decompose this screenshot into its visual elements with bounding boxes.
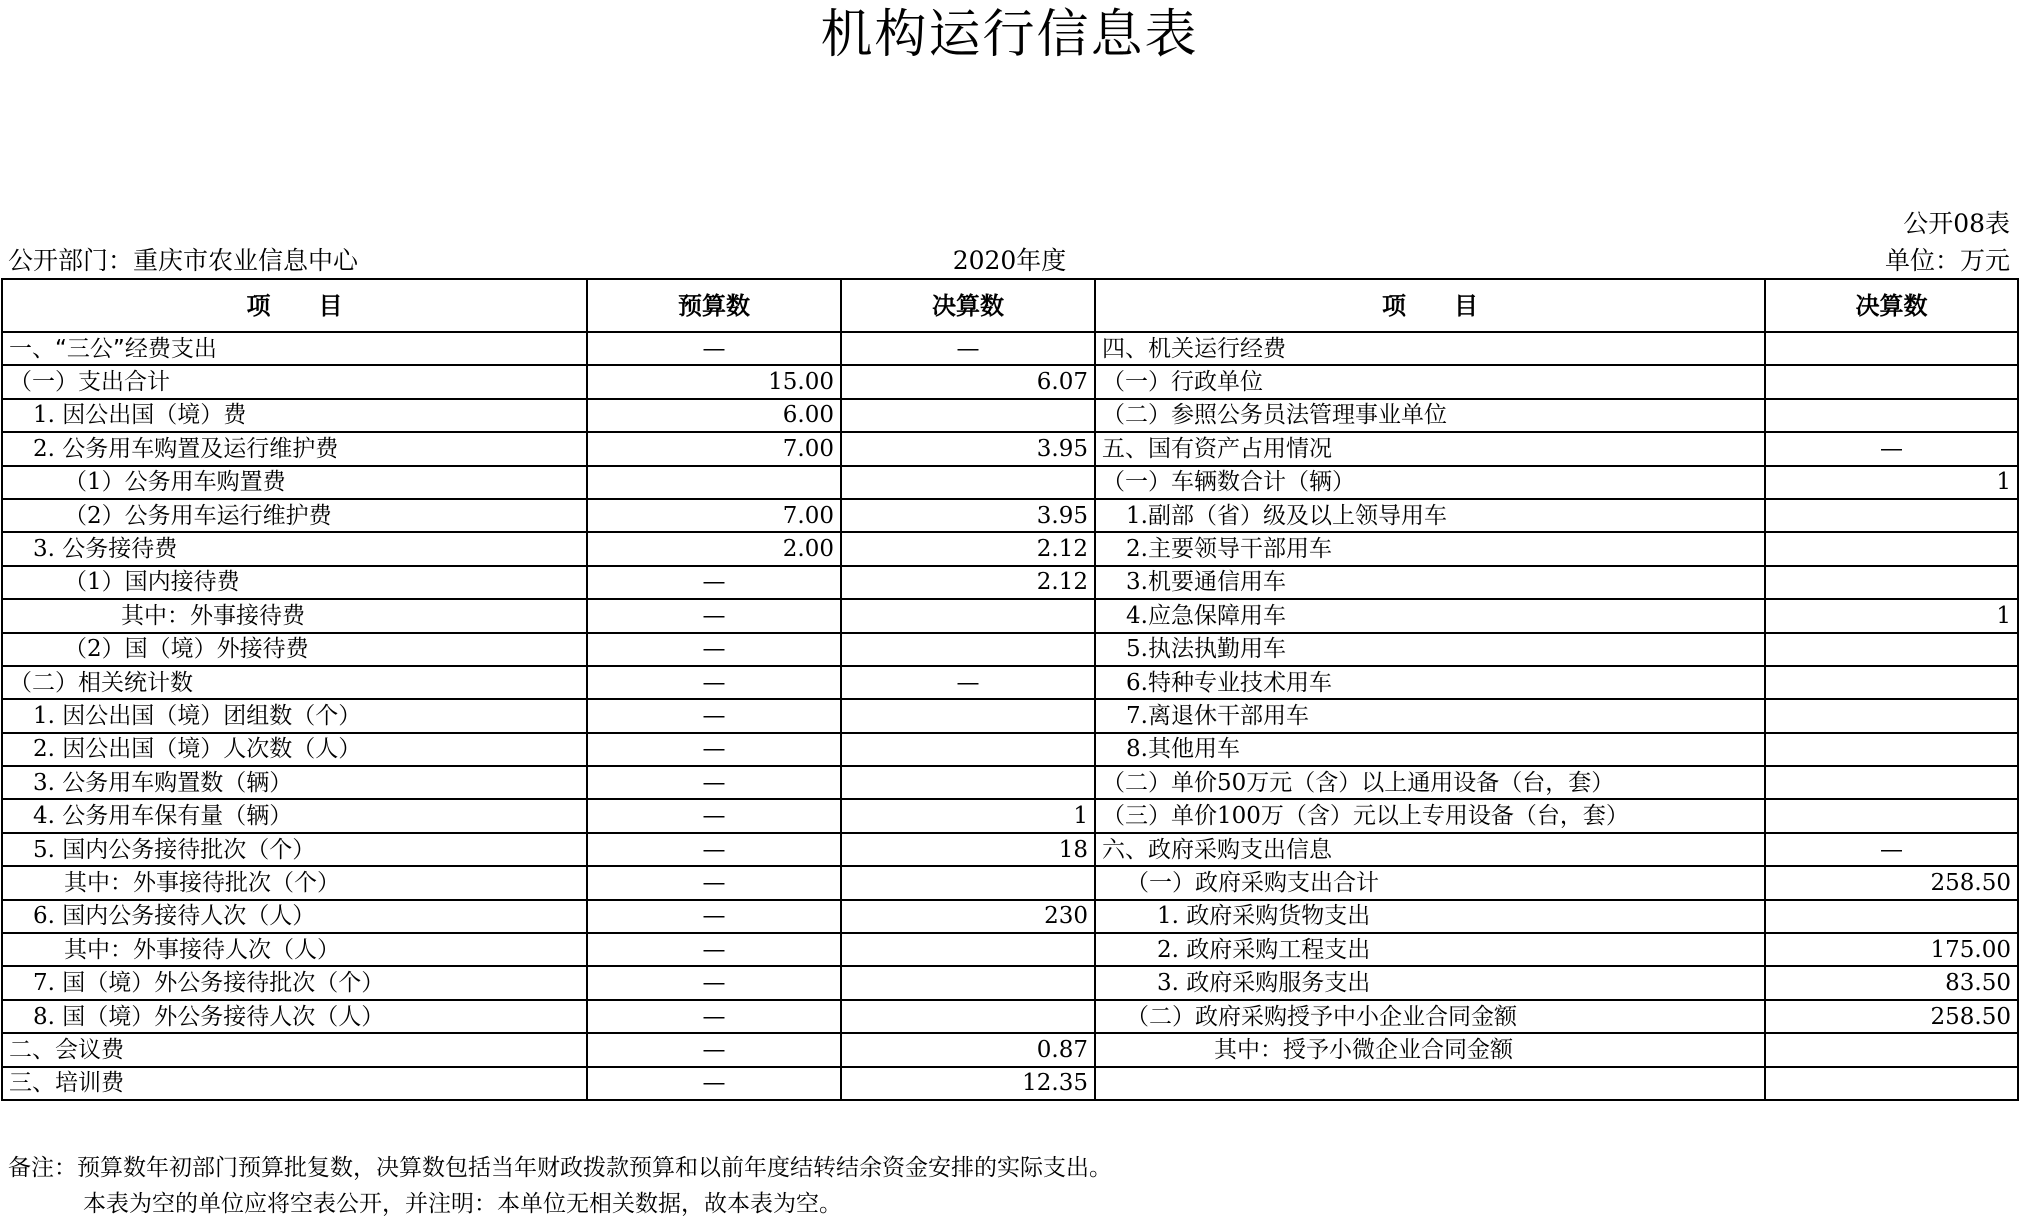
- right-item-cell: （二）政府采购授予中小企业合同金额: [1095, 1000, 1765, 1033]
- right-item-cell: 1. 政府采购货物支出: [1095, 900, 1765, 933]
- final-cell: [841, 599, 1095, 632]
- table-row: [2, 699, 2018, 732]
- right-final-cell: [1765, 733, 2018, 766]
- budget-cell: —: [587, 866, 841, 899]
- final-cell: —: [841, 332, 1095, 365]
- unit-label: 单位：万元: [1884, 246, 2010, 275]
- right-final-cell: —: [1765, 432, 2018, 465]
- right-final-cell: 1: [1765, 466, 2018, 499]
- final-cell: 3.95: [841, 499, 1095, 532]
- right-final-cell: 175.00: [1765, 933, 2018, 966]
- left-item-cell: （1）国内接待费: [2, 566, 587, 599]
- right-item-cell: 4.应急保障用车: [1095, 599, 1765, 632]
- budget-cell: —: [587, 900, 841, 933]
- right-item-cell: （三）单价100万（含）元以上专用设备（台，套）: [1095, 799, 1765, 832]
- table-row: [2, 332, 2018, 365]
- header-left-item: 项 目: [2, 279, 587, 332]
- budget-cell: —: [587, 599, 841, 632]
- table-row: [2, 365, 2018, 398]
- budget-cell: —: [587, 966, 841, 999]
- table-row: [2, 900, 2018, 933]
- right-item-cell: 6.特种专业技术用车: [1095, 666, 1765, 699]
- right-final-cell: 1: [1765, 599, 2018, 632]
- final-cell: 12.35: [841, 1067, 1095, 1100]
- final-cell: [841, 766, 1095, 799]
- right-final-cell: [1765, 900, 2018, 933]
- right-item-cell: （二）单价50万元（含）以上通用设备（台，套）: [1095, 766, 1765, 799]
- left-item-cell: 8. 国（境）外公务接待人次（人）: [2, 1000, 587, 1033]
- budget-cell: —: [587, 699, 841, 732]
- left-item-cell: （二）相关统计数: [2, 666, 587, 699]
- final-cell: 18: [841, 833, 1095, 866]
- budget-cell: —: [587, 1067, 841, 1100]
- right-item-cell: 六、政府采购支出信息: [1095, 833, 1765, 866]
- right-item-cell: （一）政府采购支出合计: [1095, 866, 1765, 899]
- budget-cell: 6.00: [587, 399, 841, 432]
- left-item-cell: （2）国（境）外接待费: [2, 633, 587, 666]
- table-row: [2, 633, 2018, 666]
- left-item-cell: 三、培训费: [2, 1067, 587, 1100]
- table-row: [2, 1067, 2018, 1100]
- budget-cell: 7.00: [587, 432, 841, 465]
- budget-cell: —: [587, 733, 841, 766]
- right-final-cell: [1765, 799, 2018, 832]
- note-line: 本表为空的单位应将空表公开，并注明：本单位无相关数据，故本表为空。: [83, 1191, 842, 1217]
- final-cell: 2.12: [841, 532, 1095, 565]
- left-item-cell: 2. 因公出国（境）人次数（人）: [2, 733, 587, 766]
- left-item-cell: 其中：外事接待费: [2, 599, 587, 632]
- final-cell: [841, 733, 1095, 766]
- table-row: [2, 766, 2018, 799]
- table-row: [2, 966, 2018, 999]
- budget-cell: —: [587, 933, 841, 966]
- table-row: [2, 499, 2018, 532]
- right-final-cell: [1765, 699, 2018, 732]
- final-cell: 3.95: [841, 432, 1095, 465]
- right-item-cell: 四、机关运行经费: [1095, 332, 1765, 365]
- info-table: [1, 278, 2019, 1101]
- header-right-final: 决算数: [1765, 279, 2018, 332]
- right-item-cell: 2. 政府采购工程支出: [1095, 933, 1765, 966]
- final-cell: —: [841, 666, 1095, 699]
- left-item-cell: （2）公务用车运行维护费: [2, 499, 587, 532]
- final-cell: 2.12: [841, 566, 1095, 599]
- right-final-cell: [1765, 532, 2018, 565]
- final-cell: [841, 866, 1095, 899]
- right-item-cell: [1095, 1067, 1765, 1100]
- table-row: [2, 399, 2018, 432]
- budget-cell: —: [587, 633, 841, 666]
- footnotes: [8, 1150, 1112, 1222]
- table-row: [2, 466, 2018, 499]
- final-cell: 0.87: [841, 1033, 1095, 1066]
- left-item-cell: 3. 公务接待费: [2, 532, 587, 565]
- header-right-item: 项 目: [1095, 279, 1765, 332]
- left-item-cell: 1. 因公出国（境）费: [2, 399, 587, 432]
- left-item-cell: 1. 因公出国（境）团组数（个）: [2, 699, 587, 732]
- table-header-row: [2, 279, 2018, 332]
- left-item-cell: （一）支出合计: [2, 365, 587, 398]
- final-cell: 230: [841, 900, 1095, 933]
- budget-cell: —: [587, 666, 841, 699]
- right-item-cell: （二）参照公务员法管理事业单位: [1095, 399, 1765, 432]
- final-cell: 1: [841, 799, 1095, 832]
- final-cell: 6.07: [841, 365, 1095, 398]
- right-final-cell: [1765, 365, 2018, 398]
- right-item-cell: 7.离退休干部用车: [1095, 699, 1765, 732]
- left-item-cell: 4. 公务用车保有量（辆）: [2, 799, 587, 832]
- header-budget: 预算数: [587, 279, 841, 332]
- left-item-cell: 6. 国内公务接待人次（人）: [2, 900, 587, 933]
- right-item-cell: 3.机要通信用车: [1095, 566, 1765, 599]
- right-final-cell: [1765, 766, 2018, 799]
- right-final-cell: [1765, 332, 2018, 365]
- left-item-cell: 二、会议费: [2, 1033, 587, 1066]
- right-final-cell: —: [1765, 833, 2018, 866]
- table-row: [2, 566, 2018, 599]
- budget-cell: 15.00: [587, 365, 841, 398]
- budget-cell: —: [587, 1000, 841, 1033]
- right-final-cell: [1765, 633, 2018, 666]
- right-final-cell: [1765, 1067, 2018, 1100]
- fiscal-year: 2020年度: [952, 246, 1067, 275]
- right-item-cell: （一）行政单位: [1095, 365, 1765, 398]
- form-number: 公开08表: [1903, 209, 2010, 238]
- left-item-cell: （1）公务用车购置费: [2, 466, 587, 499]
- right-item-cell: 1.副部（省）级及以上领导用车: [1095, 499, 1765, 532]
- right-final-cell: [1765, 499, 2018, 532]
- page-title: 机构运行信息表: [820, 5, 1199, 65]
- right-item-cell: （一）车辆数合计（辆）: [1095, 466, 1765, 499]
- right-final-cell: [1765, 666, 2018, 699]
- right-item-cell: 8.其他用车: [1095, 733, 1765, 766]
- right-item-cell: 其中：授予小微企业合同金额: [1095, 1033, 1765, 1066]
- budget-cell: —: [587, 766, 841, 799]
- final-cell: [841, 699, 1095, 732]
- final-cell: [841, 966, 1095, 999]
- budget-cell: [587, 466, 841, 499]
- budget-cell: —: [587, 799, 841, 832]
- right-final-cell: 258.50: [1765, 866, 2018, 899]
- final-cell: [841, 399, 1095, 432]
- budget-cell: 2.00: [587, 532, 841, 565]
- right-item-cell: 5.执法执勤用车: [1095, 633, 1765, 666]
- table-row: [2, 1000, 2018, 1033]
- right-final-cell: [1765, 399, 2018, 432]
- left-item-cell: 一、“三公”经费支出: [2, 332, 587, 365]
- right-item-cell: 五、国有资产占用情况: [1095, 432, 1765, 465]
- left-item-cell: 3. 公务用车购置数（辆）: [2, 766, 587, 799]
- right-final-cell: 83.50: [1765, 966, 2018, 999]
- left-item-cell: 2. 公务用车购置及运行维护费: [2, 432, 587, 465]
- table-row: [2, 666, 2018, 699]
- table-row: [2, 599, 2018, 632]
- right-final-cell: 258.50: [1765, 1000, 2018, 1033]
- left-item-cell: 7. 国（境）外公务接待批次（个）: [2, 966, 587, 999]
- final-cell: [841, 933, 1095, 966]
- table-row: [2, 933, 2018, 966]
- right-item-cell: 2.主要领导干部用车: [1095, 532, 1765, 565]
- department-label: 公开部门：重庆市农业信息中心: [8, 246, 359, 275]
- left-item-cell: 其中：外事接待人次（人）: [2, 933, 587, 966]
- left-item-cell: 5. 国内公务接待批次（个）: [2, 833, 587, 866]
- budget-cell: —: [587, 833, 841, 866]
- table-row: [2, 799, 2018, 832]
- table-row: [2, 532, 2018, 565]
- table-row: [2, 432, 2018, 465]
- right-final-cell: [1765, 566, 2018, 599]
- table-row: [2, 866, 2018, 899]
- budget-cell: 7.00: [587, 499, 841, 532]
- final-cell: [841, 466, 1095, 499]
- final-cell: [841, 633, 1095, 666]
- budget-cell: —: [587, 332, 841, 365]
- right-final-cell: [1765, 1033, 2018, 1066]
- table-row: [2, 833, 2018, 866]
- header-final: 决算数: [841, 279, 1095, 332]
- final-cell: [841, 1000, 1095, 1033]
- table-row: [2, 1033, 2018, 1066]
- budget-cell: —: [587, 1033, 841, 1066]
- budget-cell: —: [587, 566, 841, 599]
- right-item-cell: 3. 政府采购服务支出: [1095, 966, 1765, 999]
- note-line: 备注：预算数年初部门预算批复数，决算数包括当年财政拨款预算和以前年度结转结余资金安排的实际支出。: [8, 1155, 1112, 1181]
- table-row: [2, 733, 2018, 766]
- left-item-cell: 其中：外事接待批次（个）: [2, 866, 587, 899]
